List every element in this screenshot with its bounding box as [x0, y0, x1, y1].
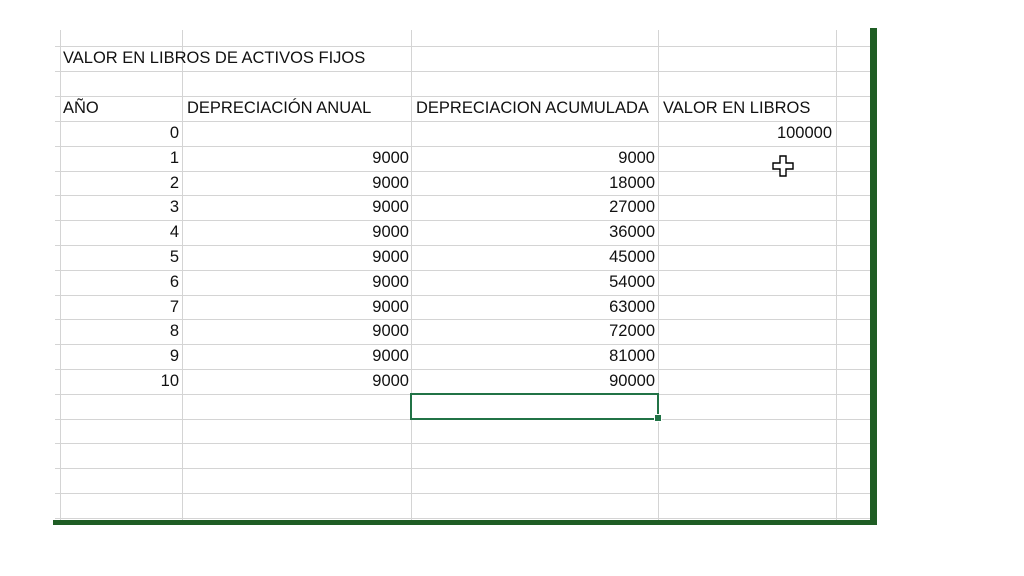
- accumulated-depreciation-cell[interactable]: 54000: [609, 273, 655, 291]
- annual-depreciation-cell[interactable]: 9000: [372, 223, 409, 241]
- column-gridline: [182, 30, 183, 520]
- sheet-border-right: [870, 28, 877, 525]
- accumulated-depreciation-cell[interactable]: 72000: [609, 322, 655, 340]
- annual-depreciation-cell[interactable]: 9000: [372, 174, 409, 192]
- year-cell[interactable]: 3: [169, 198, 179, 216]
- plus-cursor-icon: [772, 155, 794, 177]
- accumulated-depreciation-cell[interactable]: 45000: [609, 248, 655, 266]
- year-cell[interactable]: 9: [169, 347, 179, 365]
- year-cell[interactable]: 7: [169, 298, 179, 316]
- sheet-border-bottom: [53, 520, 877, 525]
- row-gridline: [55, 468, 870, 469]
- year-cell[interactable]: 0: [169, 124, 179, 142]
- year-cell[interactable]: 4: [169, 223, 179, 241]
- accumulated-depreciation-cell[interactable]: 90000: [609, 372, 655, 390]
- initial-book-value-cell[interactable]: 100000: [776, 124, 832, 142]
- accumulated-depreciation-cell[interactable]: 36000: [609, 223, 655, 241]
- year-cell[interactable]: 10: [160, 372, 179, 390]
- header-year-cell[interactable]: AÑO: [63, 99, 99, 117]
- annual-depreciation-cell[interactable]: 9000: [372, 298, 409, 316]
- annual-depreciation-cell[interactable]: [187, 121, 409, 145]
- fill-handle[interactable]: [654, 414, 662, 422]
- accumulated-depreciation-cell[interactable]: 63000: [609, 298, 655, 316]
- accumulated-depreciation-cell[interactable]: 27000: [609, 198, 655, 216]
- active-cell-selection[interactable]: [410, 393, 659, 420]
- year-cell[interactable]: 6: [169, 273, 179, 291]
- row-gridline: [55, 493, 870, 494]
- annual-depreciation-cell[interactable]: 9000: [372, 347, 409, 365]
- header-accumulated-depreciation-cell[interactable]: DEPRECIACION ACUMULADA: [416, 99, 649, 117]
- row-gridline: [55, 518, 870, 519]
- column-gridline: [658, 30, 659, 520]
- annual-depreciation-cell[interactable]: 9000: [372, 198, 409, 216]
- year-cell[interactable]: 5: [169, 248, 179, 266]
- row-gridline: [55, 71, 870, 72]
- year-cell[interactable]: 2: [169, 174, 179, 192]
- column-gridline: [836, 30, 837, 520]
- row-gridline: [55, 443, 870, 444]
- accumulated-depreciation-cell[interactable]: [416, 121, 655, 145]
- header-annual-depreciation-cell[interactable]: DEPRECIACIÓN ANUAL: [187, 99, 372, 117]
- annual-depreciation-cell[interactable]: 9000: [372, 273, 409, 291]
- accumulated-depreciation-cell[interactable]: 9000: [618, 149, 655, 167]
- annual-depreciation-cell[interactable]: 9000: [372, 322, 409, 340]
- annual-depreciation-cell[interactable]: 9000: [372, 149, 409, 167]
- accumulated-depreciation-cell[interactable]: 18000: [609, 174, 655, 192]
- accumulated-depreciation-cell[interactable]: 81000: [609, 347, 655, 365]
- sheet-title-cell[interactable]: VALOR EN LIBROS DE ACTIVOS FIJOS: [63, 49, 366, 67]
- annual-depreciation-cell[interactable]: 9000: [372, 248, 409, 266]
- column-gridline: [60, 30, 61, 520]
- year-cell[interactable]: 1: [169, 149, 179, 167]
- year-cell[interactable]: 8: [169, 322, 179, 340]
- annual-depreciation-cell[interactable]: 9000: [372, 372, 409, 390]
- column-gridline: [411, 30, 412, 520]
- header-book-value-cell[interactable]: VALOR EN LIBROS: [663, 99, 811, 117]
